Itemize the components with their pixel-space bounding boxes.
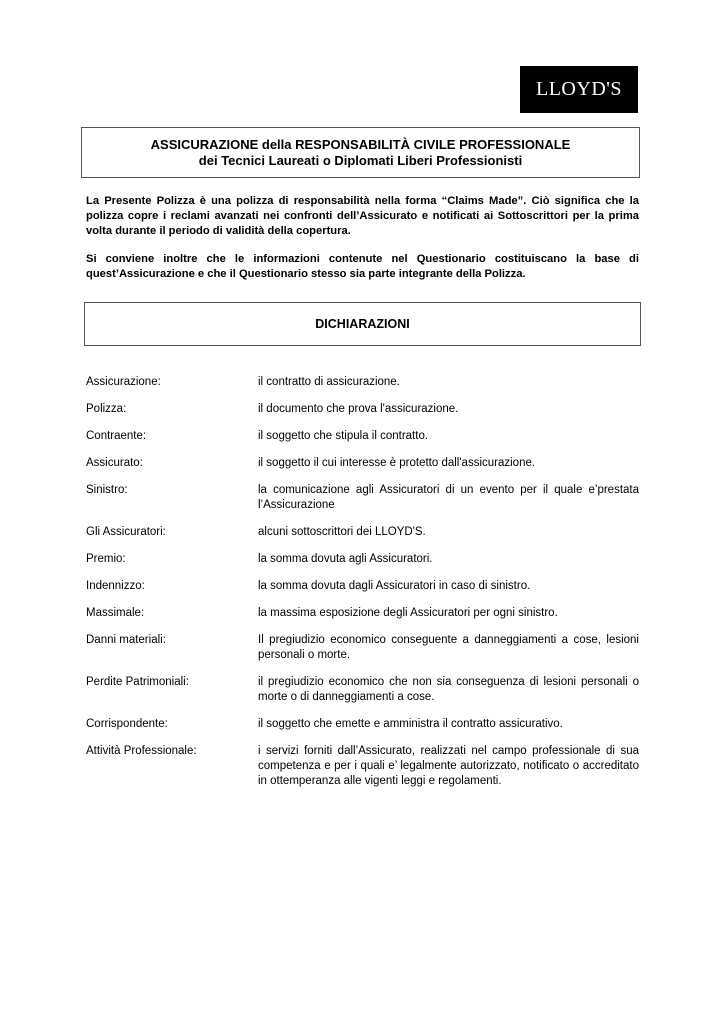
definition-description: il soggetto che stipula il contratto. bbox=[258, 430, 429, 442]
definition-description: alcuni sottoscrittori dei LLOYD'S. bbox=[258, 526, 426, 538]
definition-description: il pregiudizio economico che non sia conseguenza di lesioni personali o morte o di danneggiamenti a cose. bbox=[258, 676, 639, 703]
definition-row bbox=[86, 375, 639, 390]
definition-term: Sinistro: bbox=[86, 484, 128, 496]
lloyds-logo bbox=[520, 66, 638, 113]
definition-term: Danni materiali: bbox=[86, 634, 166, 646]
definition-row bbox=[86, 717, 639, 732]
definition-description: il contratto di assicurazione. bbox=[258, 376, 400, 388]
definition-row bbox=[86, 402, 639, 417]
definition-description: il soggetto che emette e amministra il contratto assicurativo. bbox=[258, 718, 563, 730]
definition-row bbox=[86, 525, 639, 540]
document-title-box bbox=[81, 127, 640, 178]
definitions-list bbox=[86, 375, 639, 801]
definition-description: il documento che prova l'assicurazione. bbox=[258, 403, 459, 415]
definition-description: i servizi forniti dall’Assicurato, realizzati nel campo professionale di sua competenza e per i quali e’ legalmente autorizzato, notificato o accreditato in ottemperanza alle vigenti leggi e regolamenti. bbox=[258, 745, 639, 787]
definition-term: Assicurato: bbox=[86, 457, 143, 469]
definition-description: la somma dovuta agli Assicuratori. bbox=[258, 553, 433, 565]
definition-term: Corrispondente: bbox=[86, 718, 168, 730]
definition-term: Gli Assicuratori: bbox=[86, 526, 166, 538]
definition-row bbox=[86, 456, 639, 471]
definition-row bbox=[86, 579, 639, 594]
intro-paragraph-claims-made: La Presente Polizza è una polizza di responsabilità nella forma “Claims Made”. Ciò significa che la polizza copre i reclami avanzati nei confronti dell’Assicurato e notificati ai Sottoscrittori per la prima volta durante il periodo di validità della copertura. bbox=[86, 195, 639, 237]
definition-description: la somma dovuta dagli Assicuratori in caso di sinistro. bbox=[258, 580, 531, 592]
definition-row bbox=[86, 633, 639, 663]
definition-term: Perdite Patrimoniali: bbox=[86, 676, 189, 688]
definition-term: Assicurazione: bbox=[86, 376, 161, 388]
definition-description: il soggetto il cui interesse è protetto dall'assicurazione. bbox=[258, 457, 536, 469]
definition-row bbox=[86, 606, 639, 621]
definition-row bbox=[86, 552, 639, 567]
definition-term: Massimale: bbox=[86, 607, 145, 619]
intro-paragraph-questionnaire: Si conviene inoltre che le informazioni contenute nel Questionario costituiscano la base di quest’Assicurazione e che il Questionario stesso sia parte integrante della Polizza. bbox=[86, 253, 639, 280]
title-line-1: ASSICURAZIONE della RESPONSABILITÀ CIVILE PROFESSIONALE bbox=[150, 137, 571, 152]
definition-term: Attività Professionale: bbox=[86, 745, 197, 757]
definition-row bbox=[86, 483, 639, 513]
definition-term: Premio: bbox=[86, 553, 126, 565]
logo-text: LLOYD'S bbox=[536, 78, 622, 100]
definition-row bbox=[86, 675, 639, 705]
definition-description: Il pregiudizio economico conseguente a danneggiamenti a cose, lesioni personali o morte. bbox=[258, 634, 639, 661]
definition-description: la comunicazione agli Assicuratori di un evento per il quale e’prestata l’Assicurazione bbox=[258, 484, 639, 511]
definition-row bbox=[86, 429, 639, 444]
definition-term: Indennizzo: bbox=[86, 580, 145, 592]
definition-term: Contraente: bbox=[86, 430, 147, 442]
section-title: DICHIARAZIONI bbox=[315, 317, 410, 331]
definition-row bbox=[86, 744, 639, 789]
definition-description: la massima esposizione degli Assicuratori per ogni sinistro. bbox=[258, 607, 558, 619]
definition-term: Polizza: bbox=[86, 403, 127, 415]
section-title-box bbox=[84, 302, 641, 346]
title-line-2: dei Tecnici Laureati o Diplomati Liberi Professionisti bbox=[198, 153, 523, 168]
